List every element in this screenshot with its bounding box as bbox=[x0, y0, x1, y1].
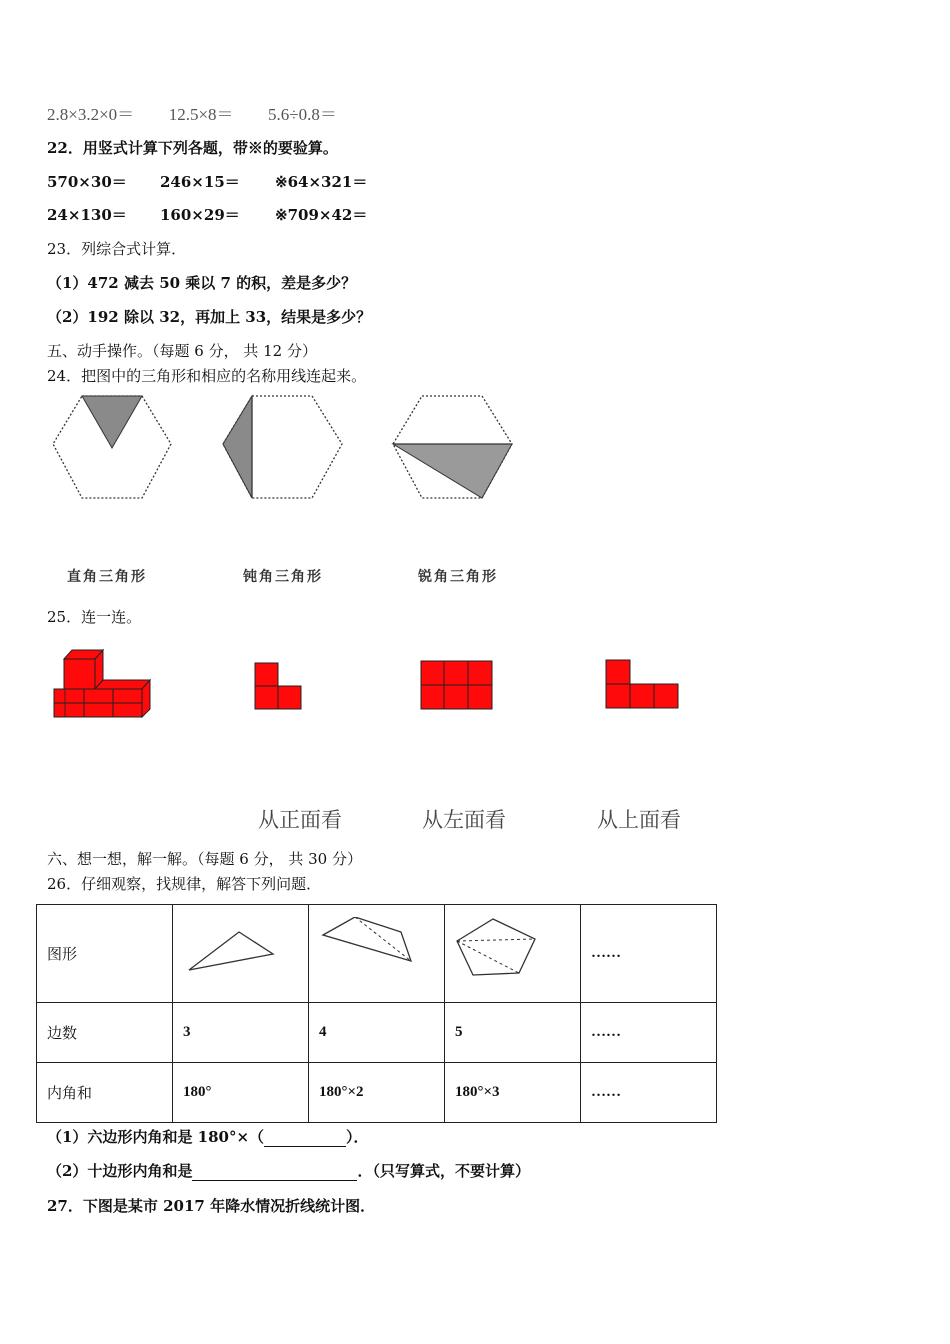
row-header-angle-sum: 内角和 bbox=[37, 1063, 173, 1123]
q26-p2-answer-blank[interactable] bbox=[192, 1162, 357, 1181]
q23-part-2: （2）192 除以 32，再加上 33，结果是多少？ bbox=[47, 308, 372, 326]
q23-part-1: （1）472 减去 50 乘以 7 的积，差是多少？ bbox=[47, 274, 357, 292]
sides-4: 4 bbox=[309, 1003, 445, 1063]
label-obtuse-triangle: 钝角三角形 bbox=[243, 569, 323, 585]
label-front-view: 从正面看 bbox=[258, 808, 342, 832]
cell-shape-more: …… bbox=[581, 905, 717, 1003]
q23-title: 23．列综合式计算． bbox=[47, 240, 187, 258]
angle-sum-more: …… bbox=[581, 1063, 717, 1123]
q27-title: 27．下图是某市 2017 年降水情况折线统计图． bbox=[47, 1197, 376, 1215]
q24-title: 24．把图中的三角形和相应的名称用线连起来。 bbox=[47, 367, 367, 385]
q21-expr-3: 5.6÷0.8＝ bbox=[268, 105, 337, 124]
hexagon-acute-triangle bbox=[53, 396, 171, 498]
pentagon-shape bbox=[455, 917, 555, 987]
q22-r2-c1: 24×130＝ bbox=[47, 206, 127, 224]
q26-p2-prefix: （2）十边形内角和是 bbox=[47, 1162, 193, 1180]
cell-pentagon bbox=[445, 905, 581, 1003]
angle-sum-4: 180°×2 bbox=[309, 1063, 445, 1123]
q21-expr-1: 2.8×3.2×0＝ bbox=[47, 105, 135, 124]
q26-p1-prefix: （1）六边形内角和是 180°×（ bbox=[47, 1128, 265, 1146]
q26-p2-suffix: ．（只写算式，不要计算） bbox=[357, 1162, 530, 1180]
q21-expressions bbox=[47, 100, 337, 125]
cube-stack-3d bbox=[54, 650, 150, 717]
q24-hexagons bbox=[45, 390, 525, 510]
cell-quadrilateral bbox=[309, 905, 445, 1003]
label-right-triangle: 直角三角形 bbox=[67, 569, 147, 585]
section-5-heading: 五、动手操作。（每题 6 分， 共 12 分） bbox=[47, 342, 317, 360]
q22-title: 22．用竖式计算下列各题，带※的要验算。 bbox=[47, 139, 338, 157]
q26-part-2 bbox=[47, 1160, 530, 1181]
label-acute-triangle: 锐角三角形 bbox=[418, 569, 498, 585]
q22-r1-c2: 246×15＝ bbox=[160, 173, 240, 191]
label-top-view: 从上面看 bbox=[597, 808, 681, 832]
hexagon-obtuse-triangle bbox=[393, 396, 512, 498]
q21-expr-2: 12.5×8＝ bbox=[168, 105, 234, 124]
q22-r2-c2: 160×29＝ bbox=[160, 206, 240, 224]
view-shape-grid bbox=[421, 661, 492, 709]
hexagon-right-triangle bbox=[223, 396, 342, 498]
row-header-sides: 边数 bbox=[37, 1003, 173, 1063]
q22-r1-c1: 570×30＝ bbox=[47, 173, 127, 191]
q22-r1-c3: ※64×321＝ bbox=[275, 173, 368, 191]
table-row-sides bbox=[37, 1003, 717, 1063]
angle-sum-5: 180°×3 bbox=[445, 1063, 581, 1123]
table-row-angles bbox=[37, 1063, 717, 1123]
sides-3: 3 bbox=[173, 1003, 309, 1063]
sides-more: …… bbox=[581, 1003, 717, 1063]
quadrilateral-shape bbox=[319, 917, 419, 987]
section-6-heading: 六、想一想，解一解。（每题 6 分， 共 30 分） bbox=[47, 850, 362, 868]
q26-title: 26．仔细观察，找规律，解答下列问题． bbox=[47, 875, 322, 893]
angle-sum-3: 180° bbox=[173, 1063, 309, 1123]
view-shape-l-small bbox=[255, 663, 301, 709]
q26-part-1 bbox=[47, 1126, 369, 1147]
q26-p1-answer-blank[interactable] bbox=[264, 1128, 346, 1147]
table-row-shapes bbox=[37, 905, 717, 1003]
q25-title: 25．连一连。 bbox=[47, 608, 142, 626]
q22-r2-c3: ※709×42＝ bbox=[275, 206, 368, 224]
view-shape-l-long bbox=[606, 660, 678, 708]
triangle-shape bbox=[183, 922, 283, 982]
q25-cube-figures bbox=[50, 645, 710, 725]
label-left-view: 从左面看 bbox=[422, 808, 506, 832]
cell-triangle bbox=[173, 905, 309, 1003]
q26-p1-suffix: ）． bbox=[346, 1128, 369, 1146]
row-header-shape: 图形 bbox=[37, 905, 173, 1003]
polygon-pattern-table bbox=[36, 904, 717, 1123]
sides-5: 5 bbox=[445, 1003, 581, 1063]
